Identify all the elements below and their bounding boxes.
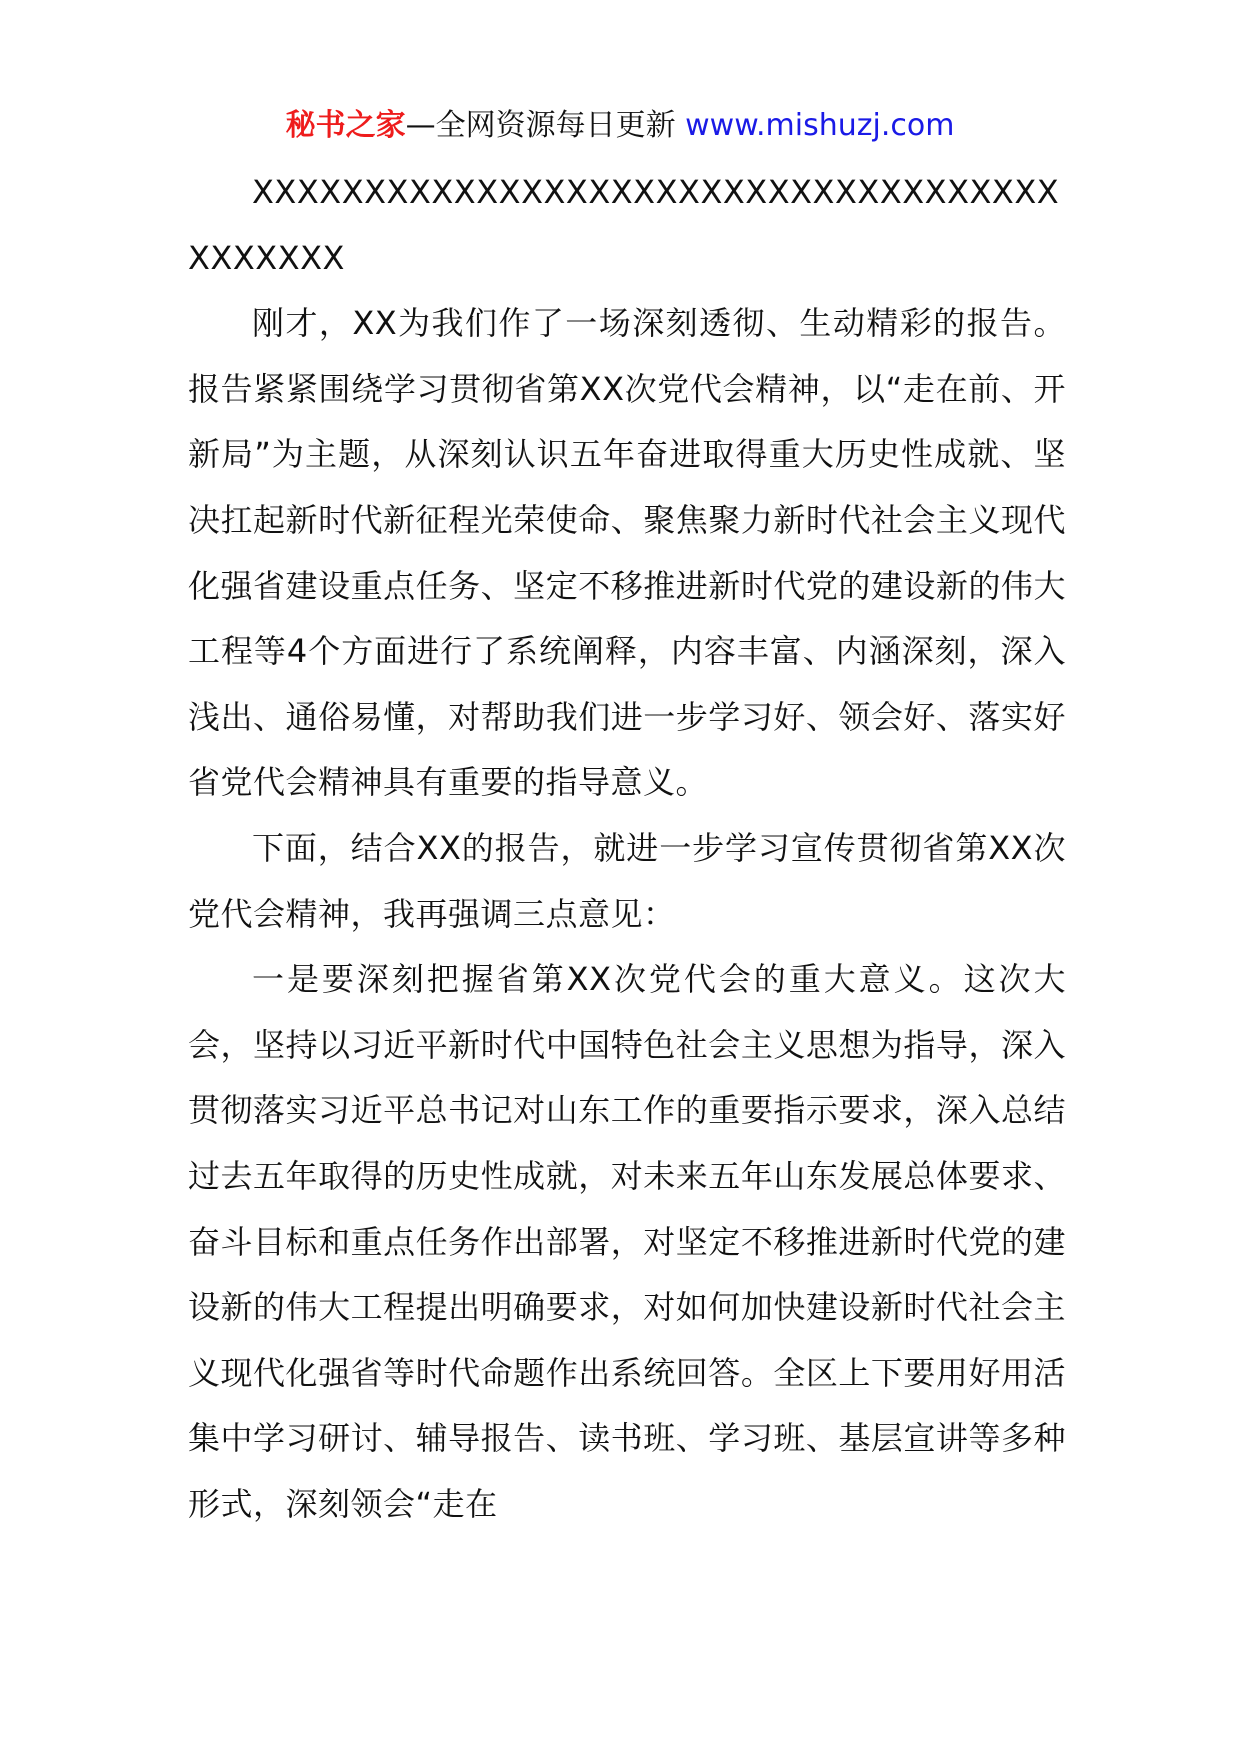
site-url-link[interactable]: www.mishuzj.com — [685, 108, 955, 143]
site-brand: 秘书之家 — [285, 108, 406, 143]
title-paragraph: XXXXXXXXXXXXXXXXXXXXXXXXXXXXXXXXXXXXXXXXXXX — [188, 173, 1060, 277]
document-body — [188, 160, 1066, 1537]
site-header — [0, 104, 1240, 148]
body-paragraph: 下面，结合XX的报告，就进一步学习宣传贯彻省第XX次党代会精神，我再强调三点意见： — [188, 828, 1066, 933]
site-tagline: —全网资源每日更新 — [405, 108, 686, 143]
body-paragraph: 一是要深刻把握省第XX次党代会的重大意义。这次大会，坚持以习近平新时代中国特色社会主义思想为指导，深入贯彻落实习近平总书记对山东工作的重要指示要求，深入总结过去五年取得的历史性成就，对未来五年山东发展总体要求、奋斗目标和重点任务作出部署，对坚定不移推进新时代党的建设新的伟大工程提出明确要求，对如何加快建设新时代社会主义现代化强省等时代命题作出系统回答。全区上下要用好用活集中学习研讨、辅导报告、读书班、学习班、基层宣讲等多种形式，深刻领会“走在 — [188, 960, 1066, 1523]
body-paragraph: 刚才，XX为我们作了一场深刻透彻、生动精彩的报告。报告紧紧围绕学习贯彻省第XX次党代会精神，以“走在前、开新局”为主题，从深刻认识五年奋进取得重大历史性成就、坚决扛起新时代新征程光荣使命、聚焦聚力新时代社会主义现代化强省建设重点任务、坚定不移推进新时代党的建设新的伟大工程等4个方面进行了系统阐释，内容丰富、内涵深刻，深入浅出、通俗易懂，对帮助我们进一步学习好、领会好、落实好省党代会精神具有重要的指导意义。 — [188, 304, 1066, 802]
